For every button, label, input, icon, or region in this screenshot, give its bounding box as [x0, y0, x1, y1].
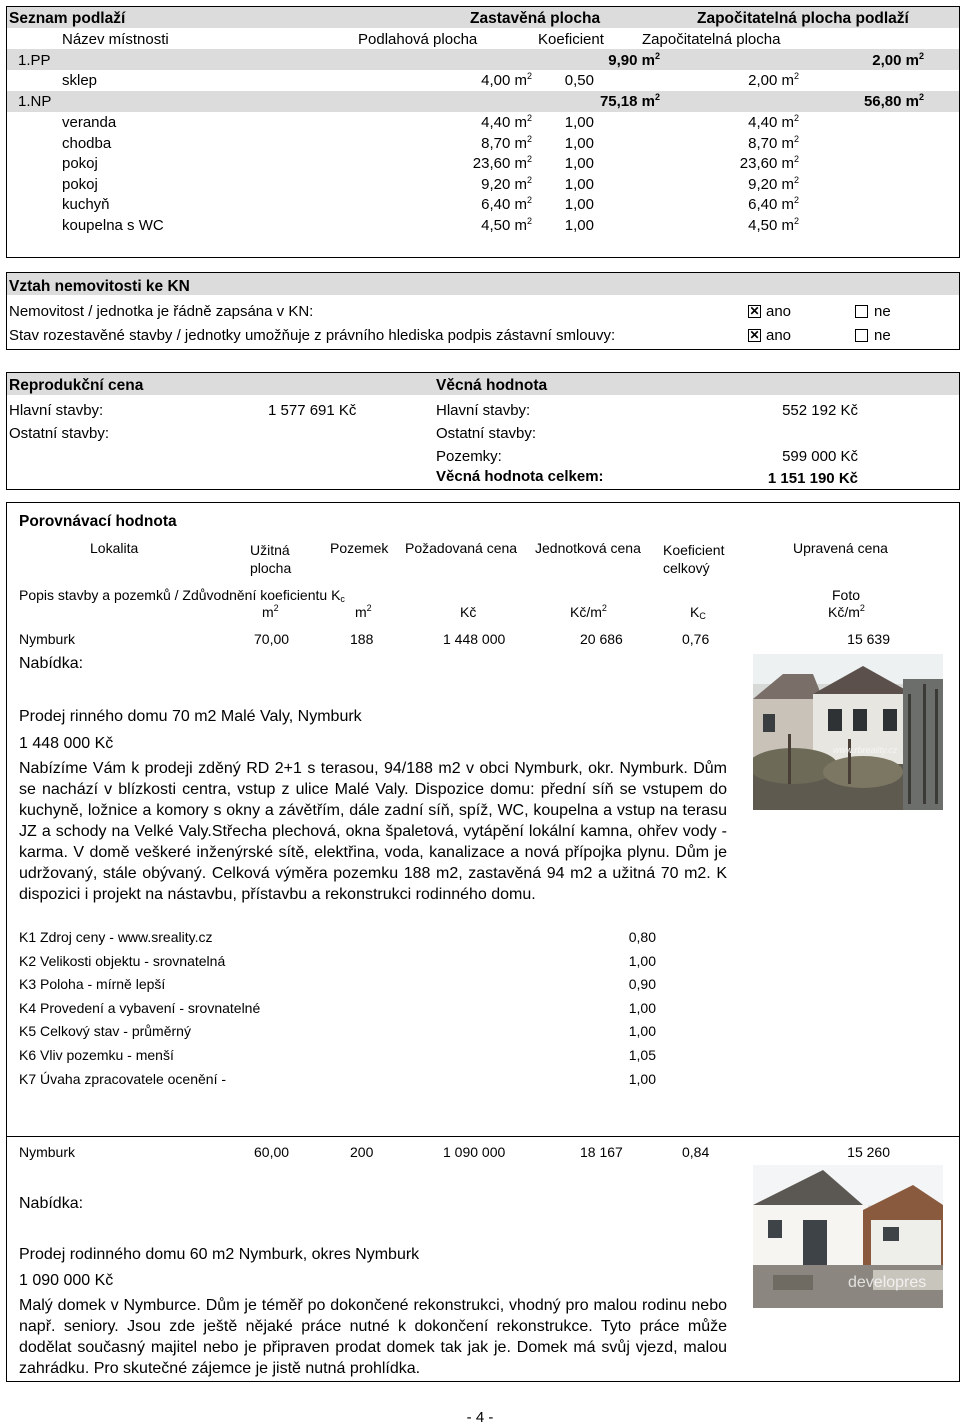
room-name: kuchyň	[62, 196, 110, 214]
vecna-main-value: 552 192 Kč	[782, 402, 858, 419]
k-value: 1,00	[628, 1023, 656, 1040]
kn-q1-no-checkbox[interactable]	[855, 305, 868, 318]
room-coef: 1,00	[564, 175, 594, 193]
unit-price: Kč	[460, 604, 477, 620]
np-built: 75,18 $m^2$	[599, 92, 660, 110]
page-number: - 4 -	[466, 1409, 494, 1426]
land-value: 599 000 Kč	[782, 448, 858, 465]
photo-watermark: developres	[848, 1274, 927, 1291]
offer-price-text: 1 448 000 Kč	[19, 735, 114, 752]
offer-coef: 0,84	[682, 1144, 710, 1160]
k-value: 1,05	[628, 1047, 656, 1063]
offer-land: 200	[350, 1144, 374, 1160]
room-area: 23,60 $m^2$	[472, 154, 532, 173]
room-area: 6,40 $m^2$	[481, 195, 532, 214]
np-row-shade	[7, 91, 959, 112]
pp-built: 9,90 $m^2$	[608, 51, 660, 69]
kn-q1-yes-checkbox[interactable]: ✕	[749, 304, 760, 318]
h-lokalita: Lokalita	[90, 540, 139, 556]
kn-q1-no-label: ne	[874, 303, 891, 320]
room-area: 4,50 $m^2$	[481, 216, 532, 234]
popis-label: Popis stavby a pozemků / Zdůvodnění koeficientu Kc	[19, 587, 345, 604]
room-counted: 4,50 $m^2$	[748, 216, 799, 234]
room-coef: 1,00	[564, 134, 594, 152]
offer-loc: Nymburk	[19, 1144, 76, 1160]
k-label: K7 Úvaha zpracovatele ocenění -	[19, 1070, 227, 1087]
photo-watermark: www.rbreality.cz	[833, 745, 898, 755]
k-label: K3 Poloha - mírně lepší	[19, 976, 166, 993]
kn-q2-no-label: ne	[874, 327, 891, 344]
floors-col2-header: Zastavěná plocha	[470, 10, 601, 27]
h-pozadovana: Požadovaná cena	[405, 540, 518, 556]
offer-unit: 20 686	[580, 631, 623, 647]
pp-counted: 2,00 $m^2$	[872, 51, 924, 69]
offer-coef: 0,76	[682, 631, 710, 647]
offer-area: 70,00	[254, 631, 290, 647]
offer-unit: 18 167	[580, 1144, 623, 1160]
total-value: 1 151 190 Kč	[767, 470, 858, 487]
offer-adj: 15 260	[847, 1144, 890, 1160]
room-coef: 1,00	[564, 196, 594, 214]
room-counted: 2,00 $m^2$	[748, 71, 799, 89]
room-counted: 23,60 $m^2$	[739, 154, 799, 173]
unit-coef: KC	[690, 604, 706, 621]
total-label: Věcná hodnota celkem:	[436, 468, 604, 485]
foto-label: Foto	[832, 587, 861, 603]
pp-row-shade	[7, 49, 959, 70]
room-counted: 4,40 $m^2$	[748, 113, 799, 131]
offer-photo	[753, 1165, 943, 1308]
offer-title: Prodej rodinného domu 60 m2 Nymburk, okres Nymburk	[19, 1246, 420, 1263]
vecna-main-label: Hlavní stavby:	[436, 402, 531, 419]
offer-adj: 15 639	[847, 631, 890, 647]
room-coef: 1,00	[564, 217, 594, 234]
offer-price: 1 090 000	[443, 1144, 506, 1160]
house-photo-1	[753, 654, 943, 810]
k-label: K4 Provedení a vybavení - srovnatelné	[19, 999, 261, 1016]
unit-unitprice: $Kč/m^2$	[570, 603, 607, 620]
k-value: 1,00	[628, 1070, 656, 1087]
vecna-other-label: Ostatní stavby:	[436, 425, 537, 442]
k-value: 0,90	[628, 976, 656, 993]
floors-sub-room: Název místnosti	[62, 31, 169, 48]
room-name: koupelna s WC	[62, 217, 164, 234]
offer-loc: Nymburk	[19, 631, 76, 647]
offer-nabidka: Nabídka:	[19, 655, 84, 672]
k-label: K1 Zdroj ceny - www.sreality.cz	[19, 929, 213, 945]
k-value: 0,80	[628, 929, 656, 945]
room-area: 4,40 $m^2$	[481, 113, 532, 131]
kn-title: Vztah nemovitosti ke KN	[9, 278, 190, 295]
h-koef: Koeficient celkový	[663, 542, 725, 576]
room-coef: 1,00	[564, 155, 594, 173]
room-counted: 9,20 $m^2$	[748, 174, 799, 193]
room-name: chodba	[62, 134, 112, 152]
k-label: K5 Celkový stav - průměrný	[19, 1023, 191, 1040]
offer-price-text: 1 090 000 Kč	[19, 1272, 114, 1289]
offer-nabidka: Nabídka:	[19, 1195, 84, 1212]
kn-q2-yes-label: ano	[766, 327, 792, 344]
h-pozemek: Pozemek	[330, 540, 389, 556]
offer-area: 60,00	[254, 1144, 290, 1160]
room-area: 4,00 $m^2$	[481, 71, 532, 89]
repro-main-value: 1 577 691 Kč	[268, 402, 357, 419]
h-jednotkova: Jednotková cena	[535, 540, 641, 556]
unit-land: $m^2$	[355, 603, 372, 620]
room-name: sklep	[62, 72, 98, 89]
room-name: pokoj	[62, 175, 98, 193]
k-value: 1,00	[628, 999, 656, 1016]
k-value: 1,00	[628, 952, 656, 969]
comp-title: Porovnávací hodnota	[19, 513, 177, 530]
kn-q2-no-checkbox[interactable]	[855, 329, 868, 342]
pp-name: 1.PP	[18, 52, 51, 69]
unit-area: $m^2$	[262, 603, 279, 620]
vecna-title: Věcná hodnota	[436, 377, 548, 394]
np-counted: 56,80 $m^2$	[863, 92, 924, 110]
k-label: K2 Velikosti objektu - srovnatelná	[19, 952, 226, 969]
kn-q2: Stav rozestavěné stavby / jednotky umožňuje z právního hlediska podpis zástavní smlouvy:	[9, 327, 616, 344]
room-area: 9,20 $m^2$	[481, 174, 532, 193]
repro-main-label: Hlavní stavby:	[9, 402, 104, 419]
repro-title: Reprodukční cena	[9, 377, 144, 394]
offer-title: Prodej rinného domu 70 m2 Malé Valy, Nymburk	[19, 708, 362, 725]
kn-q2-yes-checkbox[interactable]: ✕	[749, 328, 760, 342]
repro-other-label: Ostatní stavby:	[9, 425, 110, 442]
k-label: K6 Vliv pozemku - menší	[19, 1047, 174, 1063]
offer-separator	[6, 1136, 960, 1137]
h-uzitna: Užitná plocha	[250, 542, 292, 576]
offer-desc: Malý domek v Nymburce. Dům je téměř po dokončené rekonstrukci, vhodný pro malou rodinu nebo např. seniory. Jsou zde ještě nějaké práce nutné k dokončení rekonstrukce. Tyto práce může dodělat současný majitel nebo je připraven prodat domek tak jak je. Domek má svůj vjezd, malou zahrádku. Pro skutečné zájemce je jistě nutná prohlídka.	[19, 1297, 727, 1377]
h-upravena: Upravená cena	[793, 540, 888, 556]
offer-price: 1 448 000	[443, 631, 506, 647]
room-area: 8,70 $m^2$	[481, 133, 532, 152]
room-coef: 1,00	[564, 114, 594, 131]
room-name: veranda	[62, 114, 117, 131]
floors-sub-area: Podlahová plocha	[358, 31, 478, 48]
floors-col3-header: Započitatelná plocha podlaží	[697, 10, 909, 27]
np-name: 1.NP	[18, 93, 52, 110]
floors-sub-coef: Koeficient	[538, 31, 604, 48]
floors-col1-header: Seznam podlaží	[9, 10, 126, 27]
offer-land: 188	[350, 631, 374, 647]
land-label: Pozemky:	[436, 448, 502, 465]
kn-q1: Nemovitost / jednotka je řádně zapsána v KN:	[9, 303, 314, 320]
room-counted: 8,70 $m^2$	[748, 133, 799, 152]
unit-adj: $Kč/m^2$	[828, 603, 865, 620]
floors-sub-counted: Započitatelná plocha	[642, 31, 781, 48]
offer-desc: Nabízíme Vám k prodeji zděný RD 2+1 s terasou, 94/188 m2 v obci Nymburk, okr. Nymburk. Dům se nachází v blízkosti centra, vstup z ulice Malé Valy. Dispozice domu: přední síň se vstupem do kuchyně, ložnice a komory s okny a závětřím, dále zadní síň, spíž, WC, koupelna a vstup na terasu JZ a schody na Velké Valy.Střecha plechová, okna špaletová, vytápění lokální kamna, ohřev vody - karma. V domě veškeré inženýrské sítě, elektřina, voda, kanalizace a nová přípojka plynu. Dům je udržovaný, stále obývaný. Celková výměra pozemku 188 m2, zastavěná 94 m2 a užitná 70 m2. K dispozici i projekt na nástavbu, přístavbu a rekonstrukci rodinného domu.	[19, 760, 727, 903]
kn-q1-yes-label: ano	[766, 303, 792, 320]
room-coef: 0,50	[564, 72, 594, 89]
room-name: pokoj	[62, 155, 98, 173]
offer-photo	[753, 654, 943, 810]
room-counted: 6,40 $m^2$	[748, 195, 799, 214]
